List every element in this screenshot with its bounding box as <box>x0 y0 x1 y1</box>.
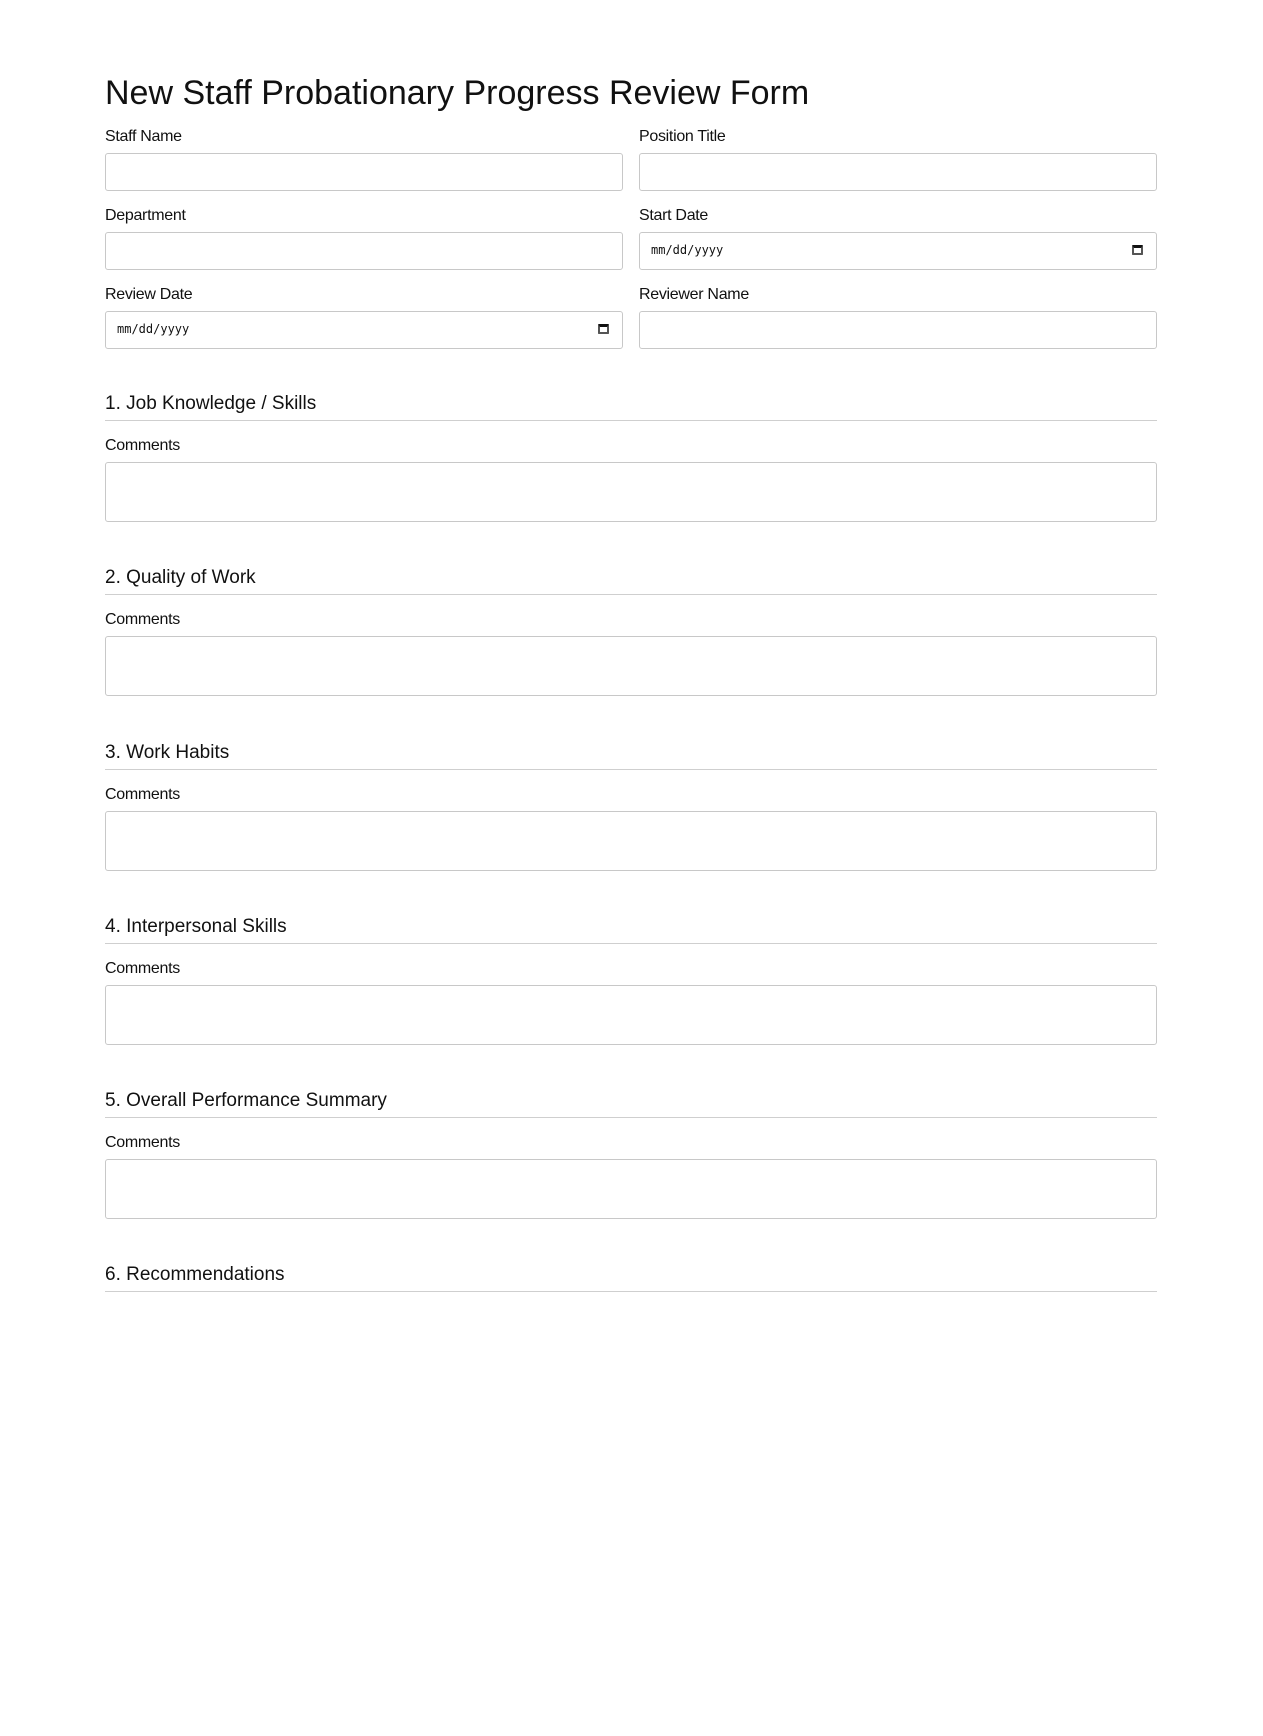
staff-info-grid <box>105 128 1157 349</box>
position-title-input[interactable] <box>639 153 1157 191</box>
comments-label: Comments <box>105 1134 180 1151</box>
section-heading: 2. Quality of Work <box>105 567 1157 595</box>
comments-textarea[interactable] <box>105 636 1157 696</box>
start-date-field <box>639 207 1157 270</box>
comments-textarea[interactable] <box>105 1159 1157 1219</box>
comments-label: Comments <box>105 611 180 628</box>
section-heading: 4. Interpersonal Skills <box>105 916 1157 944</box>
comments-textarea[interactable] <box>105 462 1157 522</box>
comments-label: Comments <box>105 437 180 454</box>
staff-name-input[interactable] <box>105 153 623 191</box>
page-title: New Staff Probationary Progress Review Form <box>105 74 810 112</box>
section-interpersonal-skills <box>105 916 1157 1045</box>
section-quality-of-work <box>105 567 1157 696</box>
section-heading: 3. Work Habits <box>105 742 1157 770</box>
staff-name-field <box>105 128 623 191</box>
start-date-placeholder: mm/dd/yyyy <box>651 243 724 257</box>
review-date-label: Review Date <box>105 286 193 303</box>
comments-textarea[interactable] <box>105 985 1157 1045</box>
review-date-placeholder: mm/dd/yyyy <box>117 322 190 336</box>
section-work-habits <box>105 742 1157 871</box>
comments-label: Comments <box>105 786 180 803</box>
start-date-label: Start Date <box>639 207 709 224</box>
section-recommendations <box>105 1264 1157 1292</box>
comments-label: Comments <box>105 960 180 977</box>
calendar-icon[interactable] <box>1132 245 1143 255</box>
reviewer-name-field <box>639 286 1157 349</box>
section-heading: 5. Overall Performance Summary <box>105 1090 1157 1118</box>
comments-textarea[interactable] <box>105 811 1157 871</box>
start-date-input[interactable] <box>639 232 1157 270</box>
reviewer-name-label: Reviewer Name <box>639 286 749 303</box>
section-job-knowledge <box>105 393 1157 522</box>
staff-name-label: Staff Name <box>105 128 182 145</box>
review-date-field <box>105 286 623 349</box>
review-date-input[interactable] <box>105 311 623 349</box>
position-title-label: Position Title <box>639 128 726 145</box>
section-heading: 6. Recommendations <box>105 1264 1157 1292</box>
department-label: Department <box>105 207 186 224</box>
section-overall-performance <box>105 1090 1157 1219</box>
section-heading: 1. Job Knowledge / Skills <box>105 393 1157 421</box>
position-title-field <box>639 128 1157 191</box>
calendar-icon[interactable] <box>598 324 609 334</box>
department-field <box>105 207 623 270</box>
department-input[interactable] <box>105 232 623 270</box>
reviewer-name-input[interactable] <box>639 311 1157 349</box>
